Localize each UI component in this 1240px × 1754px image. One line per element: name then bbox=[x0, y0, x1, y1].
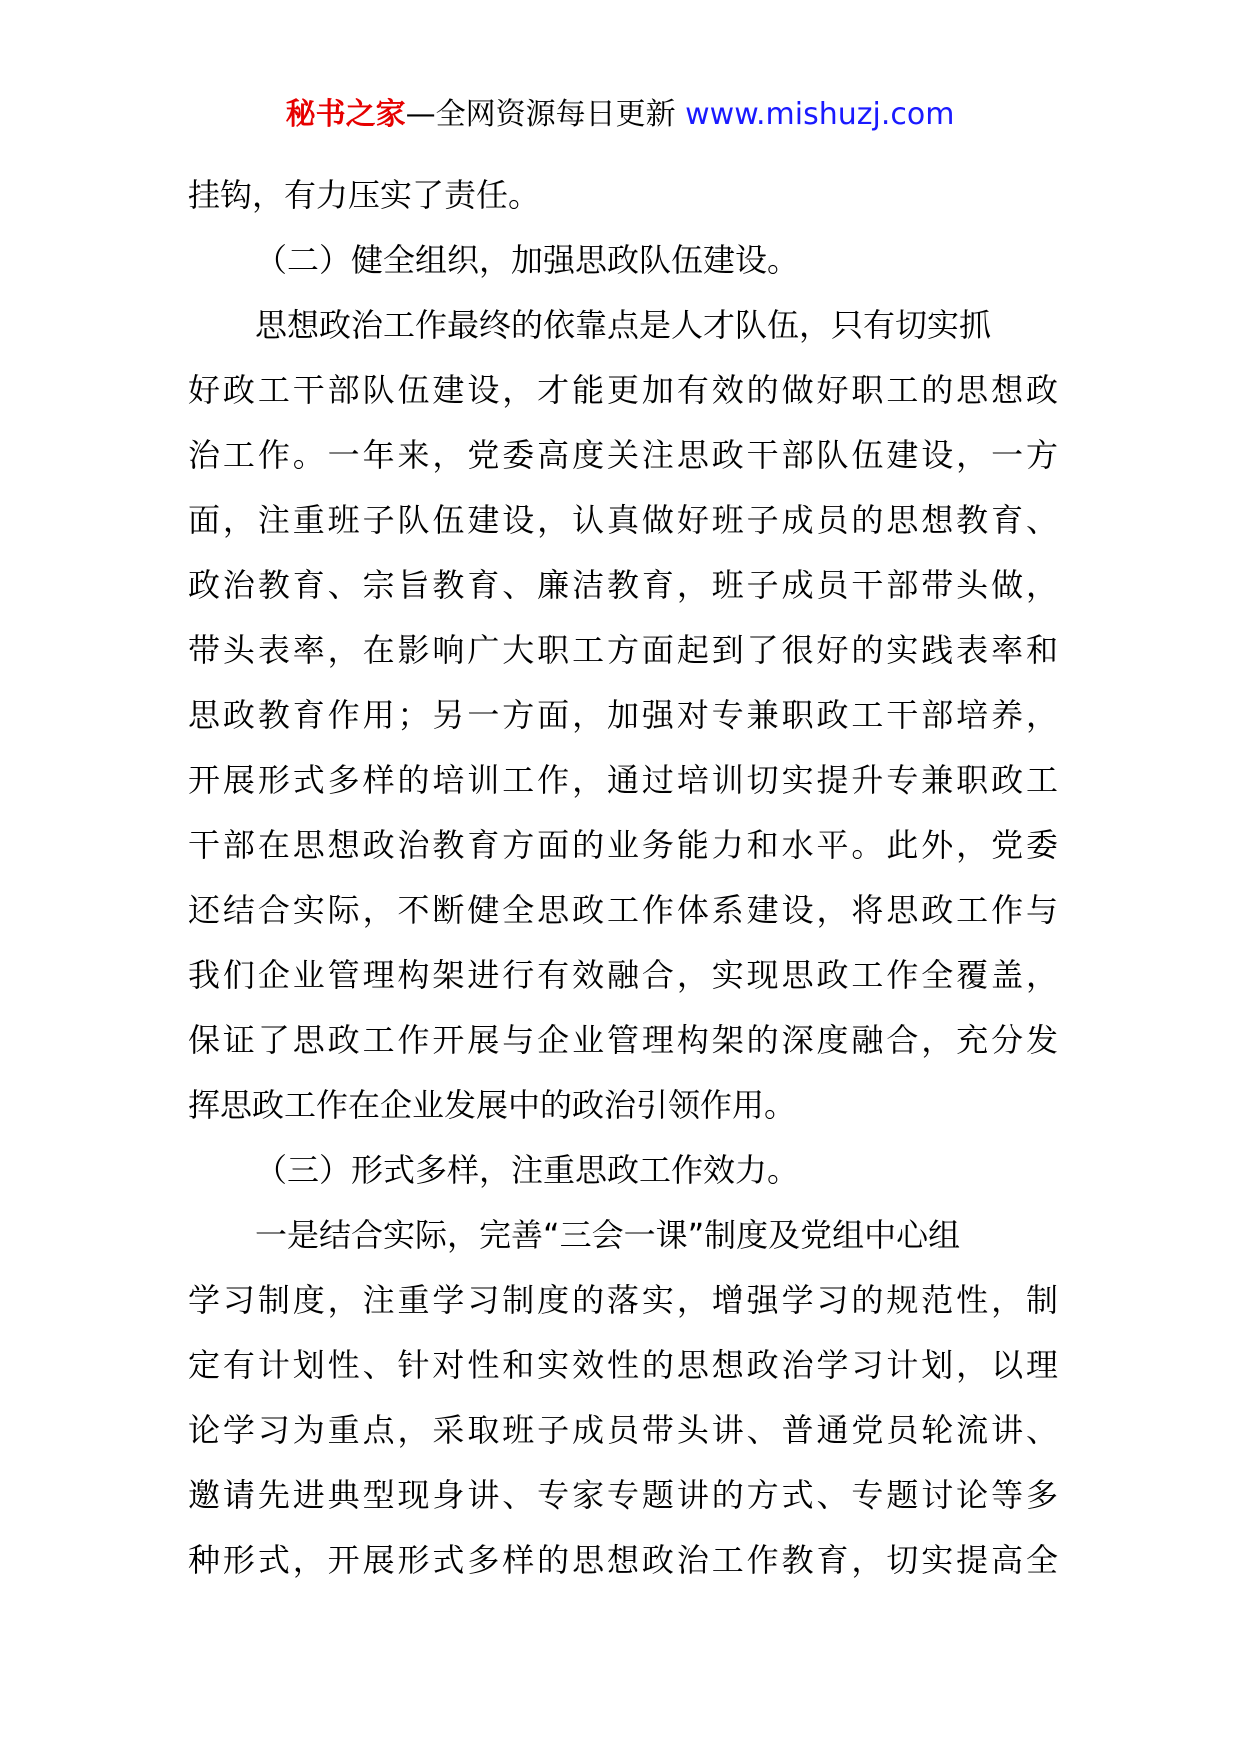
text-line: 政治教育、宗旨教育、廉洁教育，班子成员干部带头做， bbox=[188, 566, 1058, 604]
text-line: 学习制度，注重学习制度的落实，增强学习的规范性，制 bbox=[188, 1281, 1058, 1319]
text-line: 邀请先进典型现身讲、专家专题讲的方式、专题讨论等多 bbox=[188, 1476, 1058, 1514]
text-line: 论学习为重点，采取班子成员带头讲、普通党员轮流讲、 bbox=[188, 1411, 1058, 1449]
text-line: 治工作。一年来，党委高度关注思政干部队伍建设，一方 bbox=[188, 436, 1058, 474]
text-line: 挂钩，有力压实了责任。 bbox=[188, 176, 541, 214]
document-body bbox=[188, 163, 1058, 1593]
text-line: 挥思政工作在企业发展中的政治引领作用。 bbox=[188, 1086, 797, 1124]
text-line: 干部在思想政治教育方面的业务能力和水平。此外，党委 bbox=[188, 826, 1058, 864]
site-header bbox=[0, 95, 1240, 135]
text-line: 面，注重班子队伍建设，认真做好班子成员的思想教育、 bbox=[188, 501, 1058, 539]
text-line: 种形式，开展形式多样的思想政治工作教育，切实提高全 bbox=[188, 1541, 1058, 1579]
text-line: 还结合实际，不断健全思政工作体系建设，将思政工作与 bbox=[188, 891, 1058, 929]
text-line: 保证了思政工作开展与企业管理构架的深度融合，充分发 bbox=[188, 1021, 1058, 1059]
section-heading: （三）形式多样，注重思政工作效力。 bbox=[255, 1151, 800, 1189]
text-line: 思政教育作用；另一方面，加强对专兼职政工干部培养， bbox=[188, 696, 1058, 734]
header-brand: 秘书之家 bbox=[285, 97, 406, 132]
section-heading: （二）健全组织，加强思政队伍建设。 bbox=[255, 241, 800, 279]
header-tagline: —全网资源每日更新 bbox=[405, 97, 686, 132]
text-line: 定有计划性、针对性和实效性的思想政治学习计划，以理 bbox=[188, 1346, 1058, 1384]
text-line: 好政工干部队伍建设，才能更加有效的做好职工的思想政 bbox=[188, 371, 1058, 409]
header-url-link[interactable]: www.mishuzj.com bbox=[685, 97, 955, 132]
text-line: 带头表率，在影响广大职工方面起到了很好的实践表率和 bbox=[188, 631, 1058, 669]
text-line: 我们企业管理构架进行有效融合，实现思政工作全覆盖， bbox=[188, 956, 1058, 994]
paragraph-first-line: 思想政治工作最终的依靠点是人才队伍，只有切实抓 bbox=[255, 306, 992, 344]
paragraph-first-line: 一是结合实际，完善“三会一课”制度及党组中心组 bbox=[255, 1216, 961, 1254]
text-line: 开展形式多样的培训工作，通过培训切实提升专兼职政工 bbox=[188, 761, 1058, 799]
